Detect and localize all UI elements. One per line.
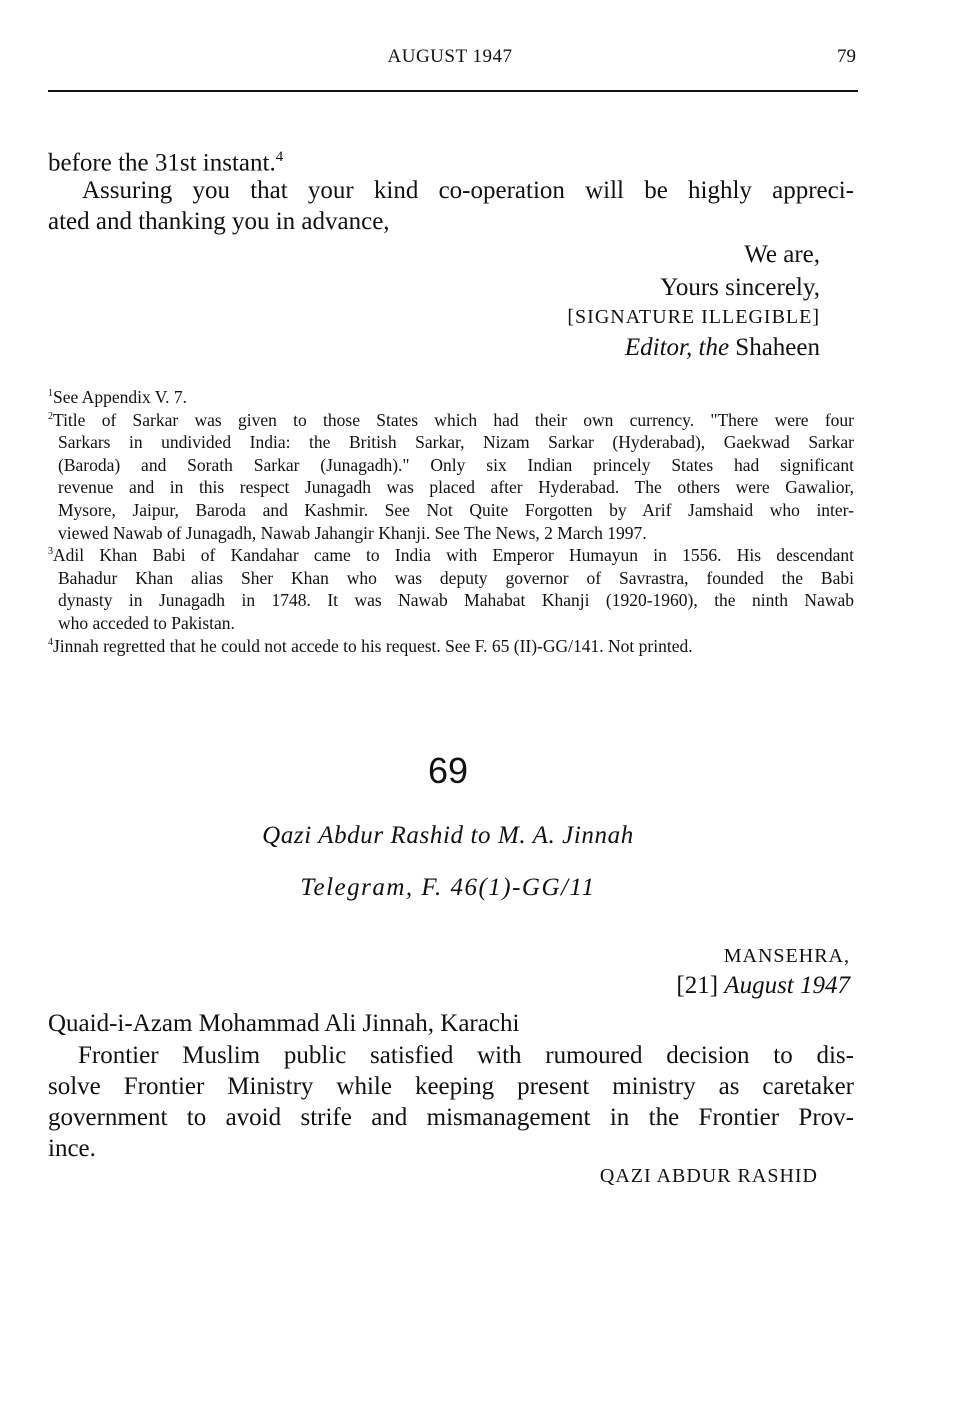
footnote-line: Adil Khan Babi of Kandahar came to India with Emperor Humayun in 1556. His descendant bbox=[53, 545, 854, 566]
footnote-marker: 3 bbox=[48, 546, 53, 558]
document-reference: Telegram, F. 46(1)-GG/11 bbox=[300, 874, 596, 901]
editor-publication: Shaheen bbox=[735, 334, 820, 361]
letter-closing bbox=[567, 238, 820, 364]
footnote-line: viewed Nawab of Junagadh, Nawab Jahangir Khanji. See The News, 2 March 1997. bbox=[58, 522, 647, 543]
valediction: We are, bbox=[744, 241, 820, 268]
editor-line bbox=[567, 331, 820, 364]
running-title: AUGUST 1947 bbox=[387, 46, 513, 67]
footnote-line: who acceded to Pakistan. bbox=[58, 612, 235, 633]
telegram-line: government to avoid strife and mismanagement in the Frontier Prov- bbox=[48, 1104, 854, 1131]
footnote-line: revenue and in this respect Junagadh was placed after Hyderabad. The others were Gawalior, bbox=[58, 477, 854, 498]
footnote-4 bbox=[48, 635, 854, 658]
closing-line-2: ated and thanking you in advance, bbox=[48, 208, 390, 235]
date-bracket: [21] bbox=[676, 972, 719, 999]
document-number: 69 bbox=[427, 750, 469, 791]
telegram-line: Frontier Muslim public satisfied with rumoured decision to dis- bbox=[78, 1042, 854, 1069]
footnote-line: dynasty in Junagadh in 1748. It was Nawab Mahabat Khanji (1920-1960), the ninth Nawab bbox=[58, 590, 854, 611]
addressee: Quaid-i-Azam Mohammad Ali Jinnah, Karachi bbox=[48, 1010, 520, 1037]
continuation-text: before the 31st instant. bbox=[48, 149, 276, 177]
header-rule bbox=[48, 90, 858, 92]
footnote-text: Jinnah regretted that he could not accede to his request. See F. 65 (II)-GG/141. Not printed. bbox=[53, 635, 693, 656]
footnote-marker: 2 bbox=[48, 410, 53, 422]
continuation-line bbox=[48, 142, 283, 178]
signature: [SIGNATURE ILLEGIBLE] bbox=[567, 306, 820, 328]
footnote-1 bbox=[48, 386, 854, 409]
footnote-marker: 1 bbox=[48, 388, 53, 400]
telegram-body bbox=[48, 1040, 854, 1164]
closing-line-1: Assuring you that your kind co-operation will be highly appreci- bbox=[82, 177, 854, 204]
footnote-ref-4: 4 bbox=[275, 149, 284, 165]
footnote-marker: 4 bbox=[48, 636, 53, 648]
footnote-line: Bahadur Khan alias Sher Khan who was deputy governor of Savrastra, founded the Babi bbox=[58, 567, 854, 588]
sender-name: QAZI ABDUR RASHID bbox=[599, 1165, 818, 1187]
footnote-line: Title of Sarkar was given to those States which had their own currency. "There were four bbox=[53, 409, 854, 430]
dateline-date bbox=[676, 972, 850, 1000]
footnote-line: Sarkars in undivided India: the British Sarkar, Nizam Sarkar (Hyderabad), Gaekwad Sarkar bbox=[58, 432, 854, 453]
page-number: 79 bbox=[837, 46, 856, 67]
closing-paragraph bbox=[48, 175, 854, 237]
footnotes bbox=[48, 386, 854, 657]
footnote-2 bbox=[48, 409, 854, 545]
telegram-line: ince. bbox=[48, 1135, 96, 1162]
telegram-line: solve Frontier Ministry while keeping present ministry as caretaker bbox=[48, 1073, 854, 1100]
document-title: Qazi Abdur Rashid to M. A. Jinnah bbox=[262, 822, 634, 849]
footnote-line: (Baroda) and Sorath Sarkar (Junagadh)." Only six Indian princely States had significant bbox=[58, 454, 854, 475]
footnote-line: Mysore, Jaipur, Baroda and Kashmir. See Not Quite Forgotten by Arif Jamshaid who inter- bbox=[58, 499, 854, 520]
footnote-3 bbox=[48, 544, 854, 634]
running-head bbox=[0, 44, 968, 74]
footnote-text: See Appendix V. 7. bbox=[53, 387, 188, 407]
complimentary-close: Yours sincerely, bbox=[660, 274, 820, 301]
dateline-place: MANSEHRA, bbox=[723, 945, 850, 967]
editor-prefix: Editor, the bbox=[624, 334, 730, 361]
date-text: August 1947 bbox=[724, 972, 850, 999]
